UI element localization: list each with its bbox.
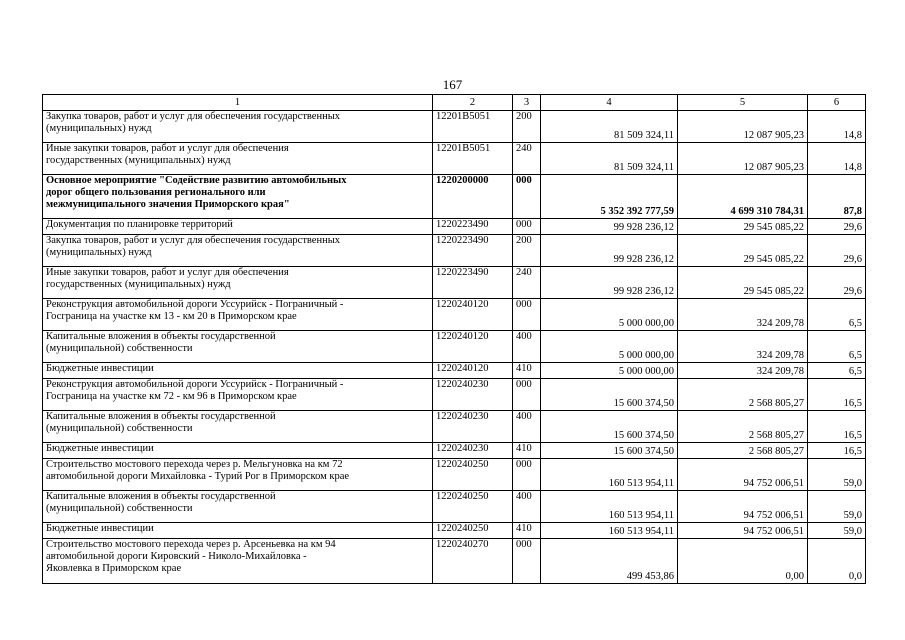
row-fact-amount-cell: 2 568 805,27 — [678, 411, 808, 443]
row-fact-amount-cell: 94 752 006,51 — [678, 491, 808, 523]
row-code-cell: 1220240120 — [433, 363, 513, 379]
table-row — [43, 459, 866, 491]
row-name-cell: Капитальные вложения в объекты государственной (муниципальной) собственности — [43, 331, 433, 363]
row-code-cell: 1220200000 — [433, 175, 513, 219]
row-code-cell: 12201В5051 — [433, 143, 513, 175]
row-fact-amount-cell: 12 087 905,23 — [678, 143, 808, 175]
row-type-cell: 200 — [513, 111, 541, 143]
row-type-cell: 000 — [513, 539, 541, 584]
row-percent-cell: 14,8 — [808, 143, 866, 175]
row-name-cell: Бюджетные инвестиции — [43, 523, 433, 539]
table-row — [43, 143, 866, 175]
row-code-cell: 1220240230 — [433, 443, 513, 459]
row-code-cell: 1220223490 — [433, 219, 513, 235]
row-type-cell: 000 — [513, 219, 541, 235]
row-code-cell: 1220223490 — [433, 235, 513, 267]
row-type-cell: 410 — [513, 363, 541, 379]
row-code-cell: 1220223490 — [433, 267, 513, 299]
row-code-cell: 1220240120 — [433, 331, 513, 363]
table-row — [43, 235, 866, 267]
row-fact-amount-cell: 0,00 — [678, 539, 808, 584]
row-fact-amount-cell: 324 209,78 — [678, 299, 808, 331]
row-code-cell: 1220240250 — [433, 523, 513, 539]
table-row — [43, 267, 866, 299]
table-row — [43, 299, 866, 331]
row-percent-cell: 59,0 — [808, 523, 866, 539]
row-fact-amount-cell: 94 752 006,51 — [678, 523, 808, 539]
row-type-cell: 240 — [513, 143, 541, 175]
row-percent-cell: 16,5 — [808, 379, 866, 411]
table-row — [43, 219, 866, 235]
row-percent-cell: 59,0 — [808, 459, 866, 491]
table-row — [43, 379, 866, 411]
table-row — [43, 111, 866, 143]
row-name-cell: Капитальные вложения в объекты государственной (муниципальной) собственности — [43, 491, 433, 523]
row-name-cell: Закупка товаров, работ и услуг для обеспечения государственных (муниципальных) нужд — [43, 111, 433, 143]
row-type-cell: 400 — [513, 331, 541, 363]
table-body — [43, 111, 866, 584]
table-row — [43, 331, 866, 363]
row-type-cell: 000 — [513, 459, 541, 491]
row-percent-cell: 29,6 — [808, 219, 866, 235]
table-row — [43, 443, 866, 459]
row-name-cell: Капитальные вложения в объекты государственной (муниципальной) собственности — [43, 411, 433, 443]
row-code-cell: 1220240250 — [433, 491, 513, 523]
row-plan-amount-cell: 99 928 236,12 — [541, 219, 678, 235]
row-name-cell: Иные закупки товаров, работ и услуг для обеспечения государственных (муниципальных) нужд — [43, 267, 433, 299]
row-name-cell: Строительство мостового перехода через р. Арсеньевка на км 94 автомобильной дороги Кировский - Николо-Михайловка - Яковлевка в Приморском крае — [43, 539, 433, 584]
table-row — [43, 411, 866, 443]
row-name-cell: Строительство мостового перехода через р. Мельгуновка на км 72 автомобильной дороги Михайловка - Турий Рог в Приморском крае — [43, 459, 433, 491]
budget-table — [42, 94, 866, 584]
row-plan-amount-cell: 5 000 000,00 — [541, 331, 678, 363]
row-type-cell: 400 — [513, 491, 541, 523]
table-row — [43, 363, 866, 379]
row-fact-amount-cell: 12 087 905,23 — [678, 111, 808, 143]
column-header: 1 — [43, 95, 433, 111]
row-plan-amount-cell: 160 513 954,11 — [541, 459, 678, 491]
row-plan-amount-cell: 15 600 374,50 — [541, 411, 678, 443]
row-code-cell: 1220240230 — [433, 379, 513, 411]
row-fact-amount-cell: 324 209,78 — [678, 331, 808, 363]
row-percent-cell: 6,5 — [808, 299, 866, 331]
row-percent-cell: 6,5 — [808, 363, 866, 379]
row-fact-amount-cell: 4 699 310 784,31 — [678, 175, 808, 219]
row-percent-cell: 59,0 — [808, 491, 866, 523]
row-name-cell: Реконструкция автомобильной дороги Уссурийск - Пограничный - Госграница на участке км 13 - км 20 в Приморском крае — [43, 299, 433, 331]
row-type-cell: 400 — [513, 411, 541, 443]
page-number: 167 — [442, 77, 463, 92]
row-plan-amount-cell: 81 509 324,11 — [541, 143, 678, 175]
column-header: 5 — [678, 95, 808, 111]
row-name-cell: Бюджетные инвестиции — [43, 443, 433, 459]
row-percent-cell: 16,5 — [808, 411, 866, 443]
column-header: 2 — [433, 95, 513, 111]
row-type-cell: 410 — [513, 443, 541, 459]
row-percent-cell: 6,5 — [808, 331, 866, 363]
table-header-row — [43, 95, 866, 111]
row-fact-amount-cell: 324 209,78 — [678, 363, 808, 379]
row-code-cell: 1220240230 — [433, 411, 513, 443]
row-code-cell: 1220240250 — [433, 459, 513, 491]
row-fact-amount-cell: 29 545 085,22 — [678, 235, 808, 267]
row-percent-cell: 29,6 — [808, 267, 866, 299]
row-plan-amount-cell: 160 513 954,11 — [541, 523, 678, 539]
row-type-cell: 000 — [513, 379, 541, 411]
row-plan-amount-cell: 15 600 374,50 — [541, 379, 678, 411]
row-plan-amount-cell: 160 513 954,11 — [541, 491, 678, 523]
row-fact-amount-cell: 2 568 805,27 — [678, 379, 808, 411]
row-percent-cell: 16,5 — [808, 443, 866, 459]
row-fact-amount-cell: 94 752 006,51 — [678, 459, 808, 491]
table-row — [43, 523, 866, 539]
column-header: 6 — [808, 95, 866, 111]
row-percent-cell: 29,6 — [808, 235, 866, 267]
row-fact-amount-cell: 2 568 805,27 — [678, 443, 808, 459]
row-code-cell: 1220240120 — [433, 299, 513, 331]
row-plan-amount-cell: 15 600 374,50 — [541, 443, 678, 459]
row-name-cell: Бюджетные инвестиции — [43, 363, 433, 379]
table-row — [43, 491, 866, 523]
row-type-cell: 410 — [513, 523, 541, 539]
row-code-cell: 1220240270 — [433, 539, 513, 584]
row-name-cell: Иные закупки товаров, работ и услуг для обеспечения государственных (муниципальных) нужд — [43, 143, 433, 175]
row-plan-amount-cell: 5 000 000,00 — [541, 363, 678, 379]
row-plan-amount-cell: 5 000 000,00 — [541, 299, 678, 331]
row-plan-amount-cell: 81 509 324,11 — [541, 111, 678, 143]
row-fact-amount-cell: 29 545 085,22 — [678, 219, 808, 235]
row-type-cell: 200 — [513, 235, 541, 267]
row-percent-cell: 87,8 — [808, 175, 866, 219]
row-percent-cell: 14,8 — [808, 111, 866, 143]
column-header: 4 — [541, 95, 678, 111]
table-row — [43, 175, 866, 219]
row-type-cell: 240 — [513, 267, 541, 299]
row-fact-amount-cell: 29 545 085,22 — [678, 267, 808, 299]
row-name-cell: Реконструкция автомобильной дороги Уссурийск - Пограничный - Госграница на участке км 72 - км 96 в Приморском крае — [43, 379, 433, 411]
row-plan-amount-cell: 5 352 392 777,59 — [541, 175, 678, 219]
row-plan-amount-cell: 99 928 236,12 — [541, 235, 678, 267]
row-name-cell: Закупка товаров, работ и услуг для обеспечения государственных (муниципальных) нужд — [43, 235, 433, 267]
row-plan-amount-cell: 99 928 236,12 — [541, 267, 678, 299]
row-name-cell: Основное мероприятие "Содействие развитию автомобильных дорог общего пользования регионального или межмуниципального значения Приморского края" — [43, 175, 433, 219]
row-code-cell: 12201В5051 — [433, 111, 513, 143]
table-row — [43, 539, 866, 584]
row-name-cell: Документация по планировке территорий — [43, 219, 433, 235]
column-header: 3 — [513, 95, 541, 111]
row-plan-amount-cell: 499 453,86 — [541, 539, 678, 584]
row-type-cell: 000 — [513, 175, 541, 219]
row-percent-cell: 0,0 — [808, 539, 866, 584]
row-type-cell: 000 — [513, 299, 541, 331]
